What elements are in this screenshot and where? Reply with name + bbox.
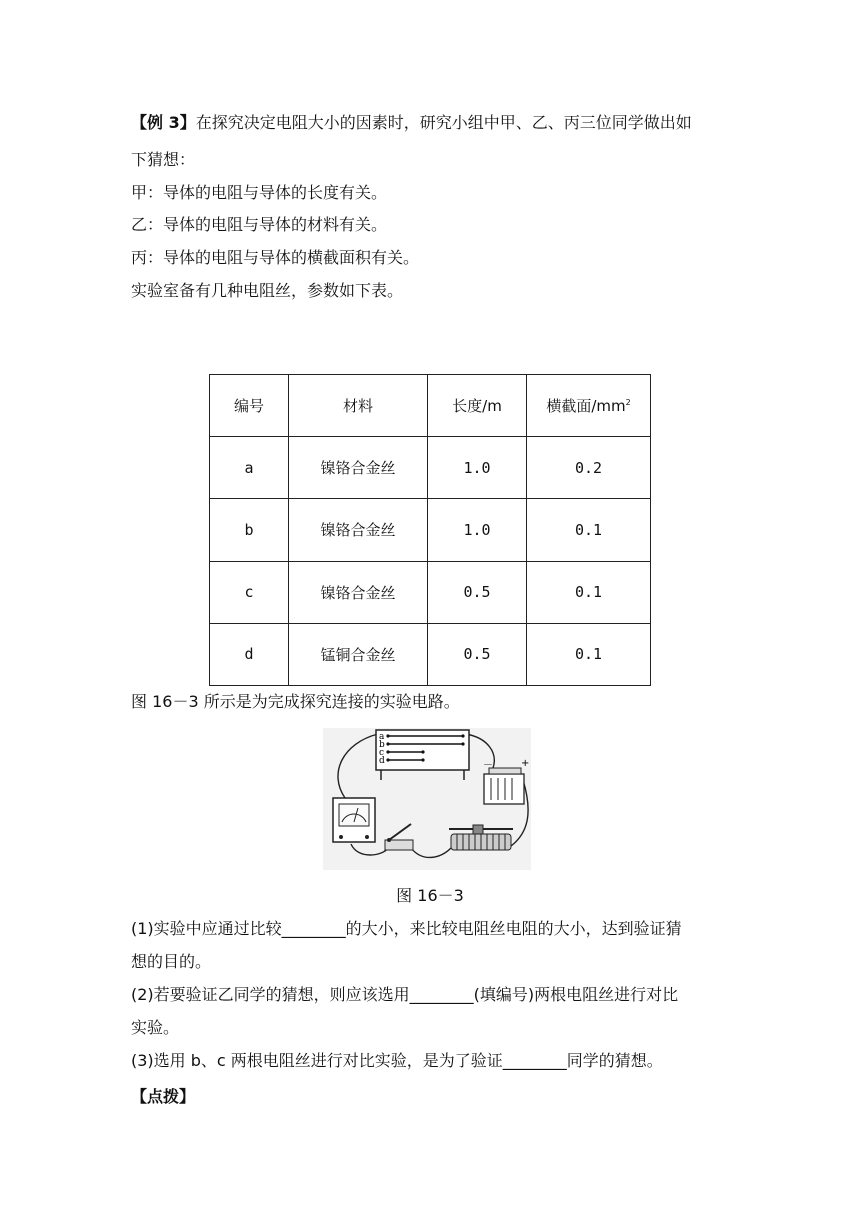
header-area: 横截面$/mm^2$ [527,375,651,437]
rheostat-icon [449,825,513,850]
example-tag: 【例 3】 [131,113,196,132]
guess-yi: 乙：导体的电阻与导体的材料有关。 [131,215,388,234]
question-3: (3)选用 b、c 两根电阻丝进行对比实验，是为了验证________同学的猜想。 [131,1051,663,1070]
ammeter-icon [333,798,375,842]
battery-plus: + [521,758,530,769]
lab-note: 实验室备有几种电阻丝，参数如下表。 [131,281,404,300]
table-row: b 镍铬合金丝 1.0 0.1 [210,499,651,561]
question-2-line1: (2)若要验证乙同学的猜想，则应该选用________(填编号)两根电阻丝进行对比 [131,985,679,1004]
circuit-diagram [323,728,531,870]
header-length: 长度/m [428,375,527,437]
header-id: 编号 [210,375,289,437]
hint-heading: 【点拨】 [131,1087,196,1106]
figure-caption: 图 16－3 [396,886,464,905]
example-intro-line1: 【例 3】在探究决定电阻大小的因素时，研究小组中甲、乙、丙三位同学做出如 [131,113,692,132]
table-row: a 镍铬合金丝 1.0 0.2 [210,437,651,499]
question-1-line1: (1)实验中应通过比较________的大小，来比较电阻丝电阻的大小，达到验证猜 [131,919,682,938]
battery-minus: － [483,760,493,771]
board-label-a: a [379,732,385,742]
figure-intro: 图 16－3 所示是为完成探究连接的实验电路。 [131,692,460,711]
table-header-row [210,375,651,437]
resistance-wire-table [209,374,651,686]
guess-bing: 丙：导体的电阻与导体的横截面积有关。 [131,248,420,267]
table-row: c 镍铬合金丝 0.5 0.1 [210,561,651,623]
board-label-b: b [379,740,385,750]
guess-jia: 甲：导体的电阻与导体的长度有关。 [131,183,388,202]
board-label-c: c [379,748,385,758]
question-1-line2: 想的目的。 [131,952,212,971]
question-2-line2: 实验。 [131,1018,180,1037]
header-material: 材料 [289,375,428,437]
table-row: d 锰铜合金丝 0.5 0.1 [210,623,651,685]
example-intro-line2: 下猜想： [131,150,196,169]
board-label-d: d [379,756,385,766]
